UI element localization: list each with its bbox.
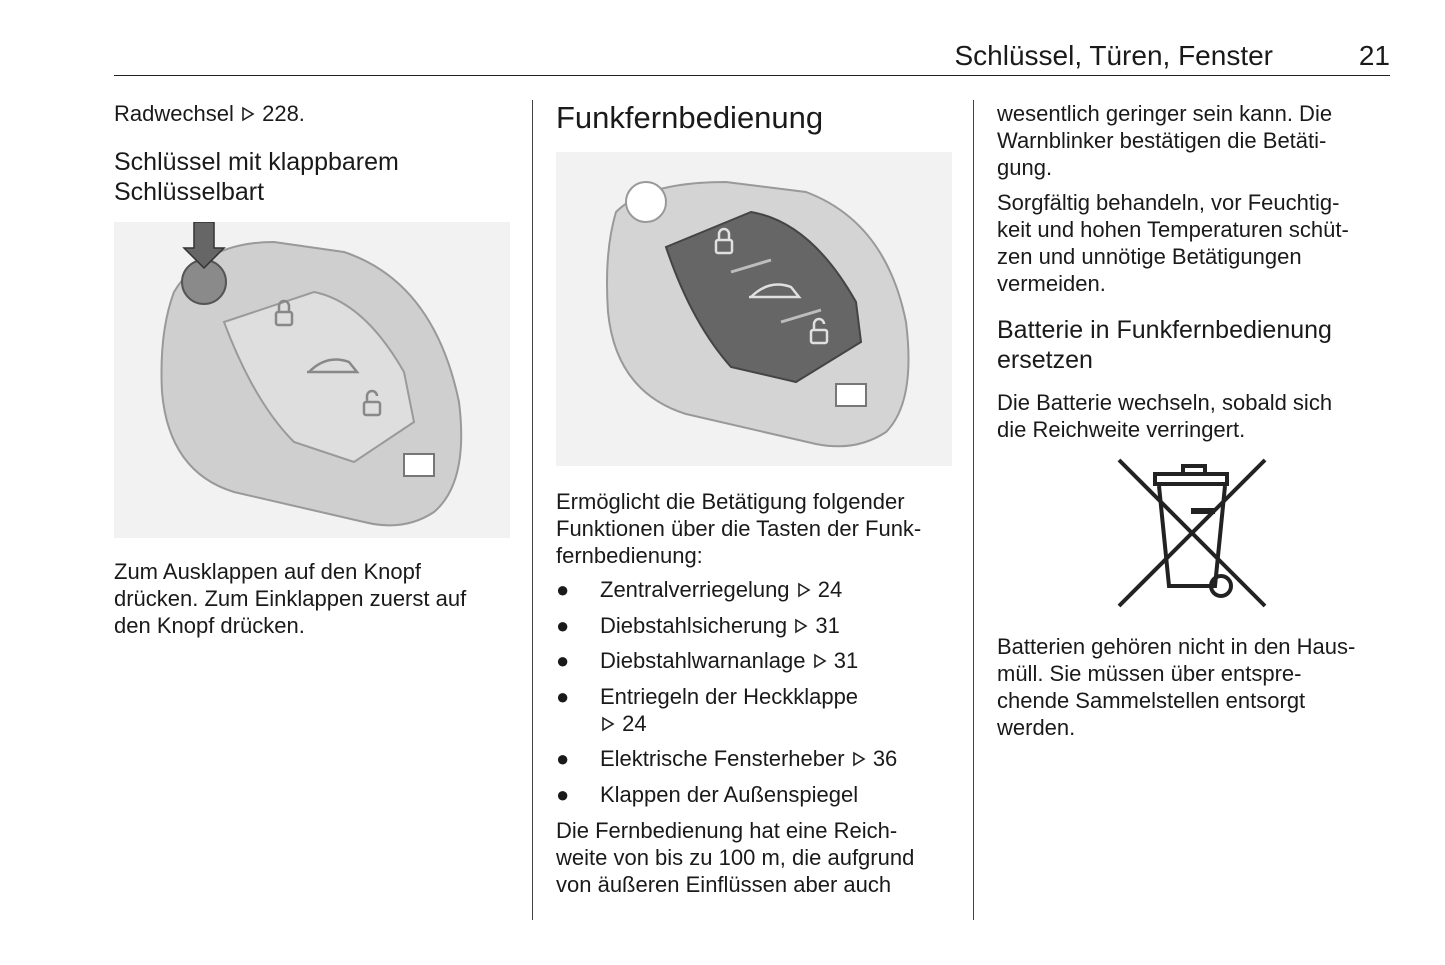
header-rule <box>114 75 1390 76</box>
list-item-ref: 24 <box>817 577 843 602</box>
intro-ref: 228. <box>262 101 305 126</box>
bullet-icon: ● <box>556 648 570 673</box>
middle-text <box>556 488 956 569</box>
battery-section-heading <box>997 315 1397 375</box>
closing-line-2: weite von bis zu 100 m, die aufgrund <box>556 845 915 870</box>
list-item-ref: 31 <box>833 648 859 673</box>
reference-arrow-icon <box>793 618 809 634</box>
bullet-icon: ● <box>556 613 570 638</box>
para1-line-2: Warnblinker bestätigen die Betäti- <box>997 128 1327 153</box>
caption-line-3: den Knopf drücken. <box>114 613 305 638</box>
reference-arrow-icon <box>851 751 867 767</box>
caption-line-2: drücken. Zum Einklappen zuerst auf <box>114 586 467 611</box>
bullet-icon: ● <box>556 782 570 807</box>
para2-line-4: vermeiden. <box>997 271 1106 296</box>
paragraph-disposal <box>997 633 1397 741</box>
list-item-text: Elektrische Fensterheber <box>600 746 845 771</box>
reference-arrow-icon <box>240 106 256 122</box>
key-section-heading: Schlüssel mit klappbarem Schlüsselbart <box>114 148 399 206</box>
list-item <box>556 683 956 737</box>
list-item-ref: 31 <box>815 613 840 638</box>
list-item-text: Zentralverriegelung <box>600 577 790 602</box>
intro-line <box>114 100 514 127</box>
paragraph-care-note <box>997 189 1397 297</box>
paragraph-range-note <box>997 100 1397 181</box>
list-item <box>556 647 956 674</box>
running-header-title: Schlüssel, Türen, Fenster <box>954 40 1273 71</box>
reference-arrow-icon <box>812 653 828 669</box>
page-number: 21 <box>1358 40 1390 71</box>
column-divider-left <box>532 100 533 920</box>
column-divider-right <box>973 100 974 920</box>
para4-line-2: müll. Sie müssen über entspre- <box>997 661 1302 686</box>
list-item-text: Diebstahlsicherung <box>600 613 788 638</box>
list-item-ref: 24 <box>622 711 647 736</box>
battery-heading-line-2: ersetzen <box>997 346 1093 374</box>
battery-heading-line-1: Batterie in Funkfernbedienung <box>997 316 1332 344</box>
bullet-icon: ● <box>556 746 570 771</box>
right-column <box>997 100 1397 443</box>
remote-key-illustration <box>556 152 952 466</box>
closing-line-1: Die Fernbedienung hat eine Reich- <box>556 818 898 843</box>
intro-text: Radwechsel <box>114 101 234 126</box>
function-list <box>556 576 956 816</box>
closing-line-3: von äußeren Einflüssen aber auch <box>556 872 892 897</box>
left-column <box>114 100 514 207</box>
left-caption <box>114 558 514 639</box>
para2-line-2: keit und hohen Temperaturen schüt- <box>997 217 1349 242</box>
caption-line-1: Zum Ausklappen auf den Knopf <box>114 559 421 584</box>
bullet-icon: ● <box>556 684 570 709</box>
list-item-text: Diebstahlwarnanlage <box>600 648 806 673</box>
list-item <box>556 745 956 772</box>
list-item <box>556 781 956 808</box>
list-item <box>556 612 956 639</box>
bullet-icon: ● <box>556 577 570 602</box>
reference-arrow-icon <box>796 582 812 598</box>
para3-line-2: die Reichweite verringert. <box>997 417 1246 442</box>
list-item-text: Klappen der Außenspiegel <box>600 782 859 807</box>
para2-line-3: zen und unnötige Betätigungen <box>997 244 1302 269</box>
para4-line-1: Batterien gehören nicht in den Haus- <box>997 634 1356 659</box>
para3-line-1: Die Batterie wechseln, sobald sich <box>997 390 1333 415</box>
para4-line-3: chende Sammelstellen entsorgt <box>997 688 1306 713</box>
reference-arrow-icon <box>600 716 616 732</box>
remote-intro-line-3: fernbedienung: <box>556 543 703 568</box>
crossed-out-bin-icon <box>1115 458 1271 610</box>
list-item-text: Entriegeln der Heckklappe <box>600 684 859 709</box>
para1-line-1: wesentlich geringer sein kann. Die <box>997 101 1333 126</box>
folding-key-illustration <box>114 222 510 538</box>
remote-intro-line-1: Ermöglicht die Betätigung folgender <box>556 489 905 514</box>
para1-line-3: gung. <box>997 155 1053 180</box>
paragraph-battery-change <box>997 389 1397 443</box>
para4-line-4: werden. <box>997 715 1076 740</box>
list-item <box>556 576 956 603</box>
remote-section-heading: Funkfernbedienung <box>556 100 824 135</box>
middle-closing <box>556 817 956 898</box>
para2-line-1: Sorgfältig behandeln, vor Feuchtig- <box>997 190 1340 215</box>
remote-intro-line-2: Funktionen über die Tasten der Funk- <box>556 516 922 541</box>
list-item-ref: 36 <box>872 746 898 771</box>
